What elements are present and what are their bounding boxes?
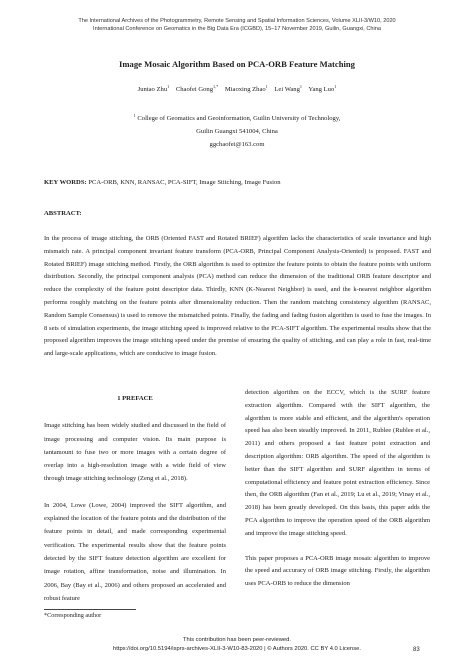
abstract-text: In the process of image stitching, the ORB (Oriented FAST and Rotated BRIEF) algorithm lacks the characteristics of scale invariance and high mismatch rate. A principal component invariant feature transform (PCA-ORB, Principal Component Analysis-Oriented) is proposed. FAST and Rotated BRIEF) image stitching method. Firstly, the ORB algorithm is used to optimize the feature points to obtain the feature points with uniform distribution. Secondly, the principal component analysis (PCA) method can reduce the dimension of the traditional ORB feature descriptor and reduce the complexity of the feature point descriptor data. Thirdly, KNN (K-Nearest Neighbor) is used, and the k-nearest neighbor algorithm performs roughly matching on the feature points after dimensionality reduction. Then the random matching consistency algorithm (RANSAC, Random Sample Consensus) is used to remove the mismatched points. Finally, the fading and fading fusion algorithm is used to fuse the images. In 8 sets of simulation experiments, the image stitching speed is improved relative to the PCA-SIFT algorithm. The experimental results show that the proposed algorithm improves the image stitching speed under the premise of ensuring the quality of stitching, and can play a role in fast, real-time and large-scale applications, which are conducive to image fusion. xyxy=(44,235,431,358)
keywords xyxy=(44,179,444,186)
footer-review-note: This contribution has been peer-reviewed. xyxy=(183,637,291,643)
contact-email[interactable]: ggchaofei@163.com xyxy=(209,141,265,149)
author-name: Lei Wang xyxy=(274,86,300,94)
author-affil-mark: 1 xyxy=(167,84,170,89)
author-affil-mark: 1,* xyxy=(213,84,219,89)
affiliation-block xyxy=(0,109,474,151)
keywords-text: PCA-ORB, KNN, RANSAC, PCA-SIFT, Image Stitching, Image Fusion xyxy=(88,179,281,186)
author-name: Yang Luo xyxy=(308,86,335,94)
paragraph: In 2004, Lowe (Lowe, 2004) improved the SIFT algorithm, and explained the location of the feature points and the distribution of the feature points in detail, and made corresponding experimental verification. The experimental results show that the feature points detected by the SIFT feature detection algorithm are excellent for image rotation, affine transformation, noise and illumination. In 2006, Bay (Bay et al., 2006) and others proposed an accelerated and robust feature xyxy=(44,501,226,602)
author-list xyxy=(0,84,474,93)
paragraph: This paper proposes a PCA-ORB image mosaic algorithm to improve the speed and accuracy of ORB image stitching. Firstly, the algorithm uses PCA-ORB to reduce the dimension xyxy=(245,554,430,588)
affiliation-line2: Guilin Guangxi 541004, China xyxy=(196,128,278,136)
affiliation-line1: College of Geomatics and Geoinformation, Guilin University of Technology, xyxy=(137,115,341,123)
abstract-heading: ABSTRACT: xyxy=(44,210,82,217)
page-number: 83 xyxy=(413,647,420,653)
left-column xyxy=(44,388,226,605)
paragraph: Image stitching has been widely studied and discussed in the field of image processing and computer vision. Its main purpose is tantamount to fuse two or more images with a certain degree of overlap into a high-resolution image with a wide field of view through image stitching technology (Zeng et al., 2018). xyxy=(44,422,226,483)
running-header-line1: The International Archives of the Photogrammetry, Remote Sensing and Spatial Information Sciences, Volume XLII-3/W10, 2020 xyxy=(78,18,396,24)
author-name: Miaoxing Zhao xyxy=(224,86,266,94)
right-column xyxy=(245,387,430,591)
author-name: Chaofei Gong xyxy=(175,86,214,94)
paper-title: Image Mosaic Algorithm Based on PCA-ORB Feature Matching xyxy=(119,59,355,69)
affiliation-mark: 1 xyxy=(133,113,136,118)
footnote-rule xyxy=(44,609,136,610)
author-affil-mark: 1 xyxy=(334,84,337,89)
author-affil-mark: 1 xyxy=(299,84,302,89)
section-heading-preface: 1 PREFACE xyxy=(117,395,153,402)
footer-doi-link[interactable]: https://doi.org/10.5194/isprs-archives-XLII-3-W10-83-2020 | © Authors 2020. CC BY 4.0 License. xyxy=(113,646,361,652)
keywords-label: KEY WORDS: xyxy=(44,179,87,186)
footnote: *Corresponding author xyxy=(44,612,102,619)
author-name: Juntao Zhu xyxy=(137,86,168,94)
paragraph: detection algorithm on the ECCV, which is the SURF feature extraction algorithm. Compared with the SIFT algorithm, the algorithm is more stable and efficient, and the algorithm's operation speed has also been steadily improved. In 2011, Rublee (Rublee et al., 2011) and others proposed a fast feature point extraction and description algorithm: ORB algorithm. The speed of the algorithm is better than the SIFT algorithm and SURF algorithm in terms of computational efficiency and feature point extraction efficiency. Since then, the ORB algorithm (Fan et al., 2019; Lu et al., 2019; Vinay et al., 2018) has been greatly developed. On this basis, this paper adds the PCA algorithm to improve the operation speed of the ORB algorithm and improve the image stitching speed. xyxy=(245,389,430,537)
running-header-line2: International Conference on Geomatics in the Big Data Era (ICGBD), 15–17 November 2019, Guilin, Guangxi, China xyxy=(93,26,381,32)
author-affil-mark: 1 xyxy=(265,84,268,89)
